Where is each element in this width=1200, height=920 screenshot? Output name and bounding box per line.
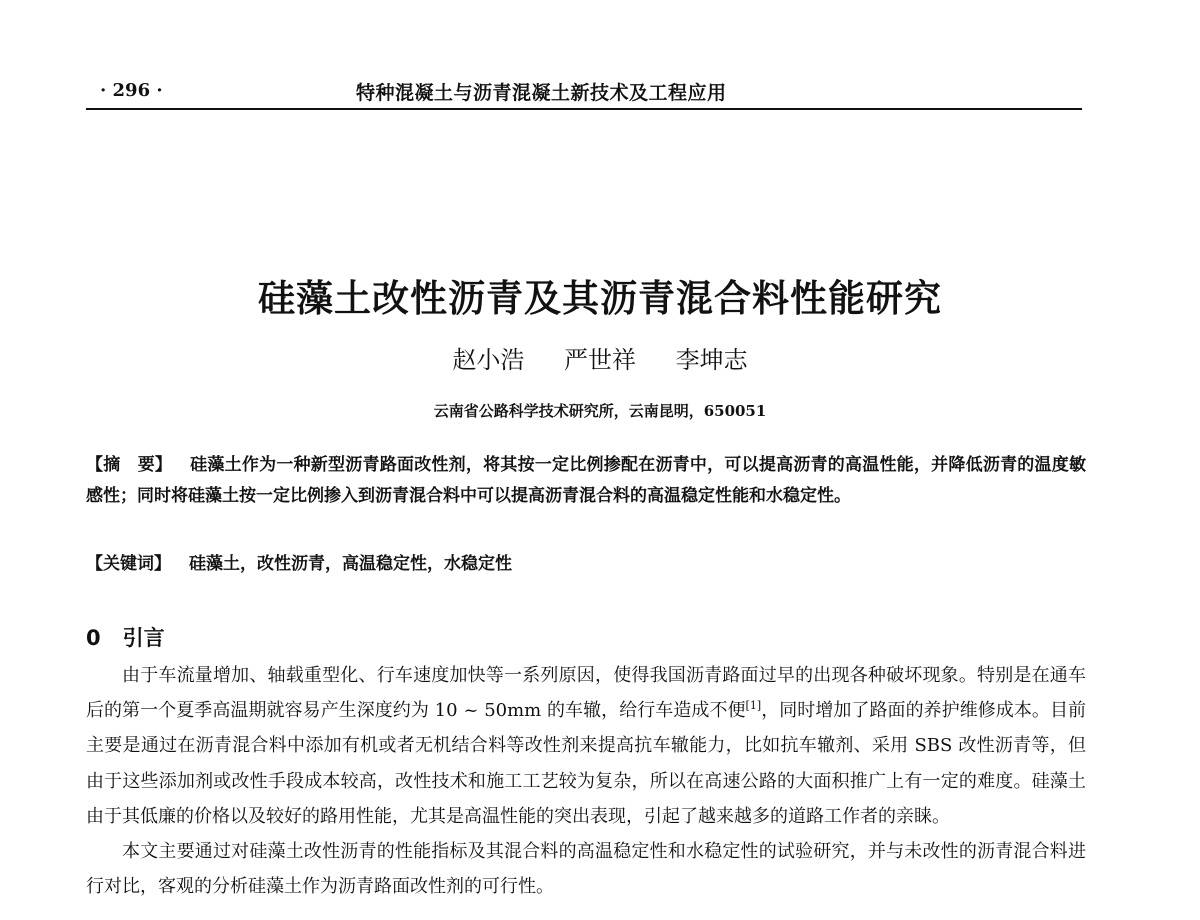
paragraph-text: 由于车流量增加、轴载重型化、行车速度加快等一系列原因，使得我国沥青路面过早的出现各种破坏现象。特别是在通车后的第一个夏季高温期就容易产生深度约为 10 ~ 50mm 的车辙，给行车造成不便 [86,665,1086,722]
abstract [86,450,1086,512]
section-heading [86,622,165,652]
citation-ref: [1] [745,699,762,713]
keywords-label: 【关键词】 [86,554,171,574]
author-list [0,340,1200,375]
keywords-text: 硅藻土，改性沥青，高温稳定性，水稳定性 [189,554,512,574]
abstract-label: 【摘 要】 [86,455,173,475]
affiliation: 云南省公路科学技术研究所，云南昆明，650051 [433,402,767,420]
author: 严世祥 [564,346,636,374]
section-title: 引言 [122,626,165,650]
paragraph [86,658,1086,834]
author: 李坤志 [675,346,748,374]
keywords [86,549,1086,579]
running-header [86,78,1082,110]
paragraph: 本文主要通过对硅藻土改性沥青的性能指标及其混合料的高温稳定性和水稳定性的试验研究，并与未改性的沥青混合料进行对比，客观的分析硅藻土作为沥青路面改性剂的可行性。 [86,841,1086,898]
paper-title: 硅藻土改性沥青及其沥青混合料性能研究 [258,276,942,320]
running-title: 特种混凝土与沥青混凝土新技术及工程应用 [356,82,727,104]
body-text [86,658,1086,904]
abstract-text: 硅藻土作为一种新型沥青路面改性剂，将其按一定比例掺配在沥青中，可以提高沥青的高温性能，并降低沥青的温度敏感性；同时将硅藻土按一定比例掺入到沥青混合料中可以提高沥青混合料的高温稳定性能和水稳定性。 [86,455,1087,506]
section-number: 0 [86,626,101,650]
page-number: · 296 · [100,80,163,101]
paragraph-text: ，同时增加了路面的养护维修成本。目前主要是通过在沥青混合料中添加有机或者无机结合料等改性剂来提高抗车辙能力，比如抗车辙剂、采用 SBS 改性沥青等，但由于这些添加剂或改性手段成本较高，改性技术和施工工艺较为复杂，所以在高速公路的大面积推广上有一定的难度。硅藻土由于其低廉的价格以及较好的路用性能，尤其是高温性能的突出表现，引起了越来越多的道路工作者的亲睐。 [86,700,1086,827]
author: 赵小浩 [452,346,525,374]
